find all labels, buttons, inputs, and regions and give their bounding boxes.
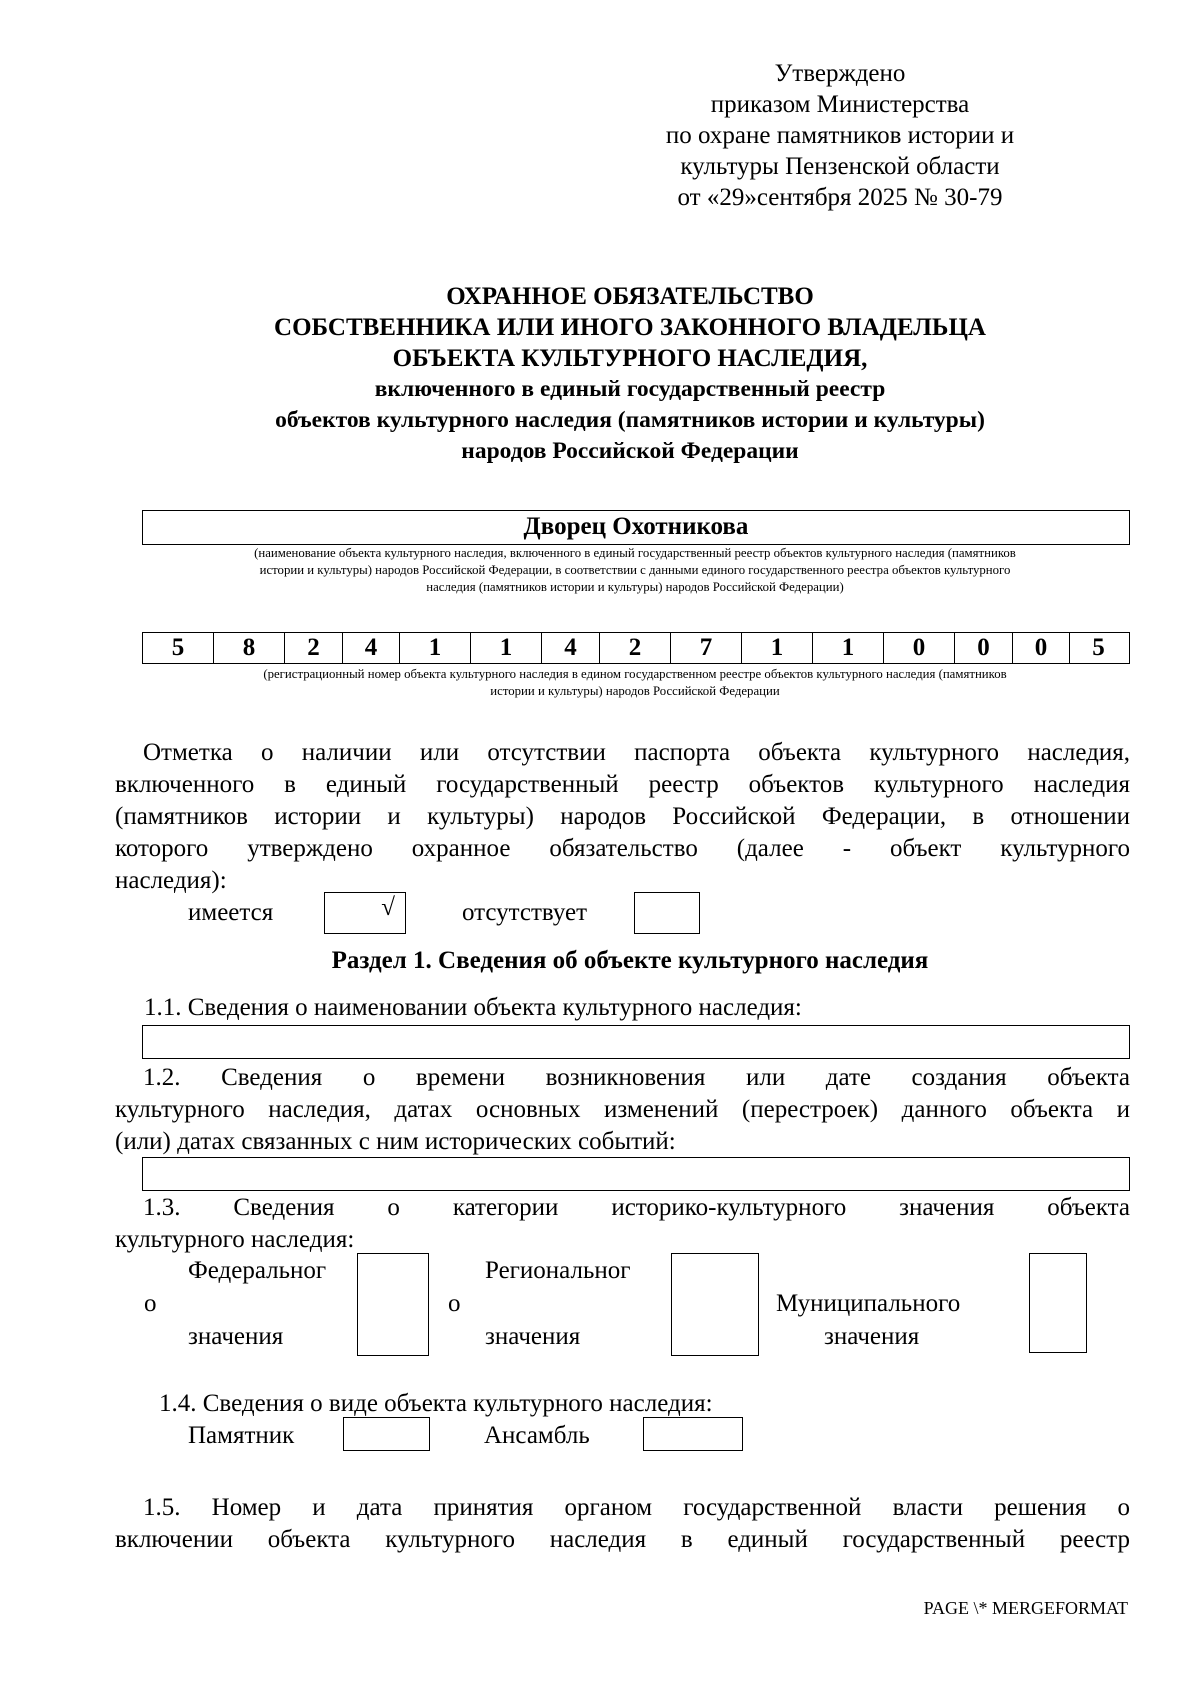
item-1-4-label: 1.4. Сведения о виде объекта культурного наследия: <box>159 1390 713 1417</box>
title-line: ОХРАННОЕ ОБЯЗАТЕЛЬСТВО <box>446 283 814 310</box>
paragraph-line: включении объекта культурного наследия в единый государственный реестр <box>115 1526 1130 1553</box>
reg-digit[interactable]: 7 <box>671 633 742 663</box>
paragraph-line: включенного в единый государственный реестр объектов культурного наследия <box>115 771 1130 798</box>
caption-line: (регистрационный номер объекта культурного наследия в едином государственном реестре объектов культурного наследия (памятников <box>263 667 1007 681</box>
passport-has-checkbox[interactable]: √ <box>324 892 406 934</box>
paragraph-line: 1.5. Номер и дата принятия органом государственной власти решения о <box>143 1494 1130 1521</box>
reg-digit[interactable]: 2 <box>285 633 343 663</box>
item-1-1-field[interactable] <box>142 1025 1130 1059</box>
ensemble-checkbox[interactable] <box>643 1417 743 1451</box>
title-line: СОБСТВЕННИКА ИЛИ ИНОГО ЗАКОННОГО ВЛАДЕЛЬЦА <box>274 314 986 341</box>
passport-absent-label: отсутствует <box>462 899 588 926</box>
caption-line: наследия (памятников истории и культуры) народов Российской Федерации) <box>426 580 844 594</box>
regional-label-o: о <box>448 1290 461 1317</box>
reg-digit[interactable]: 4 <box>542 633 600 663</box>
title-line: ОБЪЕКТА КУЛЬТУРНОГО НАСЛЕДИЯ, <box>392 345 868 372</box>
regional-checkbox[interactable] <box>671 1253 759 1356</box>
regional-label-line1: Региональног <box>485 1257 631 1284</box>
passport-has-label: имеется <box>188 899 274 926</box>
passport-paragraph <box>115 737 1130 897</box>
item-1-2-paragraph <box>115 1062 1130 1158</box>
ensemble-label: Ансамбль <box>484 1422 590 1449</box>
reg-digit[interactable]: 2 <box>600 633 671 663</box>
caption-line: (наименование объекта культурного наследия, включенного в единый государственный реестр объектов культурного наследия (памятников <box>254 546 1016 560</box>
title-subline: включенного в единый государственный реестр <box>374 376 886 402</box>
paragraph-line: (памятников истории и культуры) народов Российской Федерации, в отношении <box>115 803 1130 830</box>
reg-digit[interactable]: 0 <box>955 633 1013 663</box>
caption-line: истории и культуры) народов Российской Федерации, в соответствии с данными единого государственного реестра объектов культурного <box>259 563 1011 577</box>
title-subline: объектов культурного наследия (памятников истории и культуры) <box>275 407 985 433</box>
municipal-label-line1: Муниципального <box>776 1290 961 1317</box>
regional-label-line2: значения <box>485 1323 581 1350</box>
reg-digit[interactable]: 4 <box>343 633 400 663</box>
monument-label: Памятник <box>188 1422 295 1449</box>
approval-line: по охране памятников истории и <box>665 122 1015 149</box>
municipal-checkbox[interactable] <box>1029 1253 1087 1353</box>
monument-checkbox[interactable] <box>343 1417 430 1451</box>
object-name-caption <box>135 545 1135 596</box>
approval-block <box>600 58 1080 213</box>
passport-absent-checkbox[interactable] <box>634 892 700 934</box>
caption-line: истории и культуры) народов Российской Федерации <box>490 684 780 698</box>
object-name-field[interactable]: Дворец Охотникова <box>142 510 1130 545</box>
item-1-1-label: 1.1. Сведения о наименовании объекта культурного наследия: <box>144 994 802 1021</box>
page-footer-field: PAGE \* MERGEFORMAT <box>923 1598 1128 1618</box>
paragraph-line: 1.2. Сведения о времени возникновения или дате создания объекта <box>143 1064 1130 1091</box>
reg-digit[interactable]: 1 <box>400 633 471 663</box>
item-1-2-field[interactable] <box>142 1157 1130 1191</box>
item-1-5-paragraph <box>115 1492 1130 1556</box>
section-1-title: Раздел 1. Сведения об объекте культурного наследия <box>331 947 929 974</box>
approval-line: Утверждено <box>774 60 906 87</box>
federal-label-line2: значения <box>188 1323 284 1350</box>
reg-digit[interactable]: 0 <box>884 633 955 663</box>
approval-line: приказом Министерства <box>710 91 970 118</box>
document-title <box>120 281 1140 467</box>
reg-digit[interactable]: 1 <box>471 633 542 663</box>
reg-digit[interactable]: 5 <box>143 633 214 663</box>
municipal-label-line2: значения <box>824 1323 920 1350</box>
paragraph-line: культурного наследия, датах основных изменений (перестроек) данного объекта и <box>115 1096 1130 1123</box>
federal-checkbox[interactable] <box>357 1253 429 1356</box>
paragraph-line: которого утверждено охранное обязательство (далее - объект культурного <box>115 835 1130 862</box>
reg-digit[interactable]: 1 <box>742 633 813 663</box>
item-1-3-paragraph <box>115 1192 1130 1256</box>
paragraph-line: 1.3. Сведения о категории историко-культурного значения объекта <box>143 1194 1130 1221</box>
registration-number <box>142 632 1130 664</box>
paragraph-line: Отметка о наличии или отсутствии паспорта объекта культурного наследия, <box>143 739 1130 766</box>
paragraph-line: культурного наследия: <box>115 1226 355 1253</box>
paragraph-line: (или) датах связанных с ним исторических событий: <box>115 1128 676 1155</box>
reg-digit[interactable]: 0 <box>1013 633 1070 663</box>
approval-line: от «29»сентября 2025 № 30-79 <box>677 184 1003 211</box>
reg-digit[interactable]: 8 <box>214 633 285 663</box>
paragraph-line: наследия): <box>115 867 227 894</box>
reg-digit[interactable]: 1 <box>813 633 884 663</box>
reg-digit[interactable]: 5 <box>1092 634 1105 661</box>
approval-line: культуры Пензенской области <box>680 153 1000 180</box>
federal-label-line1: Федеральног <box>188 1257 327 1284</box>
federal-label-o: о <box>144 1290 157 1317</box>
title-subline: народов Российской Федерации <box>461 438 799 464</box>
registration-caption <box>135 666 1135 700</box>
